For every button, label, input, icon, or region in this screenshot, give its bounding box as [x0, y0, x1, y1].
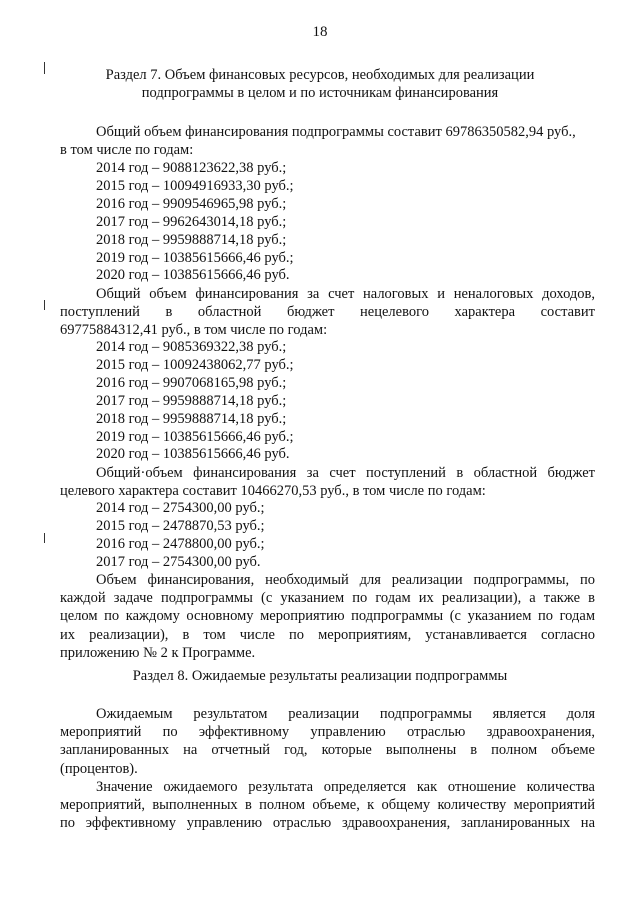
financing-allocation-paragraph: [60, 571, 595, 662]
page-number: 18: [312, 24, 328, 40]
list-item: 2019 год – 10385615666,46 руб.;: [96, 249, 294, 266]
list-item: 2016 год – 2478800,00 руб.;: [96, 535, 265, 552]
result-calculation-paragraph: [60, 778, 595, 833]
list-item: 2016 год – 9909546965,98 руб.;: [96, 195, 287, 212]
paragraph-line: приложению № 2 к Программе.: [60, 644, 256, 661]
paragraph-line: Общий объем финансирования подпрограммы составит 69786350582,94 руб.,: [96, 124, 576, 140]
tax-revenue-by-year-list: [96, 339, 294, 464]
paragraph-line: Общий объем финансирования за счет налоговых и неналоговых доходов,: [96, 286, 595, 302]
list-item: 2019 год – 10385615666,46 руб.;: [96, 428, 294, 445]
paragraph-line: мероприятий по эффективному управлению отраслью здравоохранения,: [60, 724, 595, 741]
list-item: 2020 год – 10385615666,46 руб.: [96, 446, 290, 463]
list-item: 2017 год – 9962643014,18 руб.;: [96, 213, 287, 230]
paragraph-line: целевого характера составит 10466270,53 руб., в том числе по годам:: [60, 483, 486, 500]
paragraph-line: их реализации), в том числе по мероприятиям, устанавливается согласно: [60, 626, 595, 643]
list-item: 2014 год – 2754300,00 руб.;: [96, 500, 265, 516]
paragraph-line: Объем финансирования, необходимый для реализации подпрограммы, по: [96, 572, 595, 588]
scan-mark: [44, 62, 45, 74]
expected-result-paragraph: [60, 705, 595, 778]
section-7-title-line-2: подпрограммы в целом и по источникам финансирования: [141, 85, 499, 101]
paragraph-line: поступлений в областной бюджет нецелевого характера составит: [60, 304, 595, 321]
targeted-financing-paragraph: [60, 464, 595, 500]
paragraph-line: Ожидаемым результатом реализации подпрограммы является доля: [96, 706, 595, 722]
paragraph-line: по эффективному управлению отраслью здравоохранения, запланированных на: [60, 815, 595, 832]
list-item: 2018 год – 9959888714,18 руб.;: [96, 231, 287, 248]
paragraph-line: в том числе по годам:: [60, 142, 194, 159]
list-item: 2017 год – 2754300,00 руб.: [96, 553, 261, 570]
list-item: 2020 год – 10385615666,46 руб.: [96, 267, 290, 284]
paragraph-line: каждой задаче подпрограммы (с указанием по годам их реализации), а также в: [60, 590, 595, 607]
list-item: 2015 год – 10092438062,77 руб.;: [96, 356, 294, 373]
tax-revenue-financing-paragraph: [60, 285, 595, 340]
section-8-title: Раздел 8. Ожидаемые результаты реализации подпрограммы: [132, 668, 508, 684]
section-7-title: [60, 66, 580, 102]
paragraph-line: целом по каждому основному мероприятию подпрограммы (с указанием по годам: [60, 608, 595, 625]
section-7-title-line-1: Раздел 7. Объем финансовых ресурсов, необходимых для реализации: [105, 67, 535, 83]
list-item: 2017 год – 9959888714,18 руб.;: [96, 392, 287, 409]
list-item: 2014 год – 9088123622,38 руб.;: [96, 160, 287, 176]
list-item: 2015 год – 2478870,53 руб.;: [96, 517, 265, 534]
scan-mark: [44, 533, 45, 543]
paragraph-line: запланированных на отчетный год, которые выполнены в полном объеме: [60, 742, 595, 759]
paragraph-line: мероприятий, выполненных в полном объеме, к общему количеству мероприятий: [60, 797, 595, 814]
list-item: 2015 год – 10094916933,30 руб.;: [96, 177, 294, 194]
list-item: 2018 год – 9959888714,18 руб.;: [96, 410, 287, 427]
paragraph-line: Значение ожидаемого результата определяется как отношение количества: [96, 779, 595, 795]
list-item: 2016 год – 9907068165,98 руб.;: [96, 374, 287, 391]
paragraph-line: 69775884312,41 руб., в том числе по годам:: [60, 322, 328, 339]
paragraph-line: Общий·объем финансирования за счет поступлений в областной бюджет: [96, 465, 595, 481]
targeted-financing-by-year-list: [96, 500, 265, 572]
total-financing-paragraph: [60, 123, 595, 159]
list-item: 2014 год – 9085369322,38 руб.;: [96, 339, 287, 355]
total-financing-by-year-list: [96, 160, 294, 285]
paragraph-line: (процентов).: [60, 760, 138, 777]
scan-mark: [44, 300, 45, 310]
